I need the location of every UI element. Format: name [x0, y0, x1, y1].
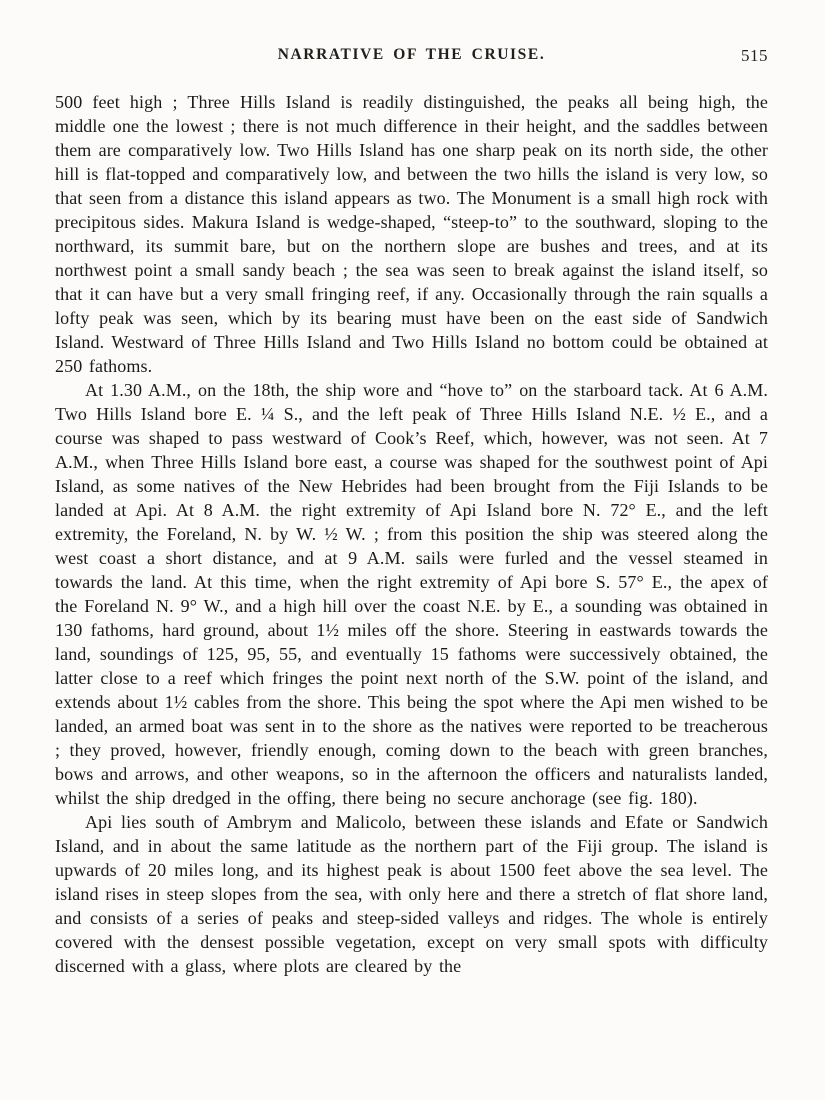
- paragraph: Api lies south of Ambrym and Malicolo, between these islands and Efate or Sandwich Island, and in about the same latitude as the northern part of the Fiji group. The island is upwards of 20 miles long, and its highest peak is about 1500 feet above the sea level. The island rises in steep slopes from the sea, with only here and there a stretch of flat shore land, and consists of a series of peaks and steep-sided valleys and ridges. The whole is entirely covered with the densest possible vegetation, except on very small spots with difficulty discerned with a glass, where plots are cleared by the: [55, 812, 768, 976]
- running-title: NARRATIVE OF THE CRUISE.: [277, 46, 546, 63]
- page-header: [55, 46, 768, 72]
- paragraph-continuation: 500 feet high ; Three Hills Island is readily distinguished, the peaks all being high, the middle one the lowest ; there is not much difference in their height, and the saddles between them are comparatively low. Two Hills Island has one sharp peak on its north side, the other hill is flat-topped and comparatively low, and between the two hills the island is very low, so that seen from a distance this island appears as two. The Monument is a small high rock with precipitous sides. Makura Island is wedge-shaped, “steep-to” to the southward, sloping to the northward, its summit bare, but on the northern slope are bushes and trees, and at its northwest point a small sandy beach ; the sea was seen to break against the island itself, so that it can have but a very small fringing reef, if any. Occasionally through the rain squalls a lofty peak was seen, which by its bearing must have been on the east side of Sandwich Island. Westward of Three Hills Island and Two Hills Island no bottom could be obtained at 250 fathoms.: [55, 92, 768, 376]
- page-number: 515: [741, 46, 768, 65]
- paragraph: At 1.30 A.M., on the 18th, the ship wore and “hove to” on the starboard tack. At 6 A.M. Two Hills Island bore E. ¼ S., and the left peak of Three Hills Island N.E. ½ E., and a course was shaped to pass westward of Cook’s Reef, which, however, was not seen. At 7 A.M., when Three Hills Island bore east, a course was shaped for the southwest point of Api Island, as some natives of the New Hebrides had been brought from the Fiji Islands to be landed at Api. At 8 A.M. the right extremity of Api Island bore N. 72° E., and the left extremity, the Foreland, N. by W. ½ W. ; from this position the ship was steered along the west coast a short distance, and at 9 A.M. sails were furled and the vessel steamed in towards the land. At this time, when the right extremity of Api bore S. 57° E., the apex of the Foreland N. 9° W., and a high hill over the coast N.E. by E., a sounding was obtained in 130 fathoms, hard ground, about 1½ miles off the shore. Steering in eastwards towards the land, soundings of 125, 95, 55, and eventually 15 fathoms were successively obtained, the latter close to a reef which fringes the point next north of the S.W. point of the island, and extends about 1½ cables from the shore. This being the spot where the Api men wished to be landed, an armed boat was sent in to the shore as the natives were reported to be treacherous ; they proved, however, friendly enough, coming down to the beach with green branches, bows and arrows, and other weapons, so in the afternoon the officers and naturalists landed, whilst the ship dredged in the offing, there being no secure anchorage (see fig. 180).: [55, 380, 768, 808]
- body-text: [55, 90, 768, 978]
